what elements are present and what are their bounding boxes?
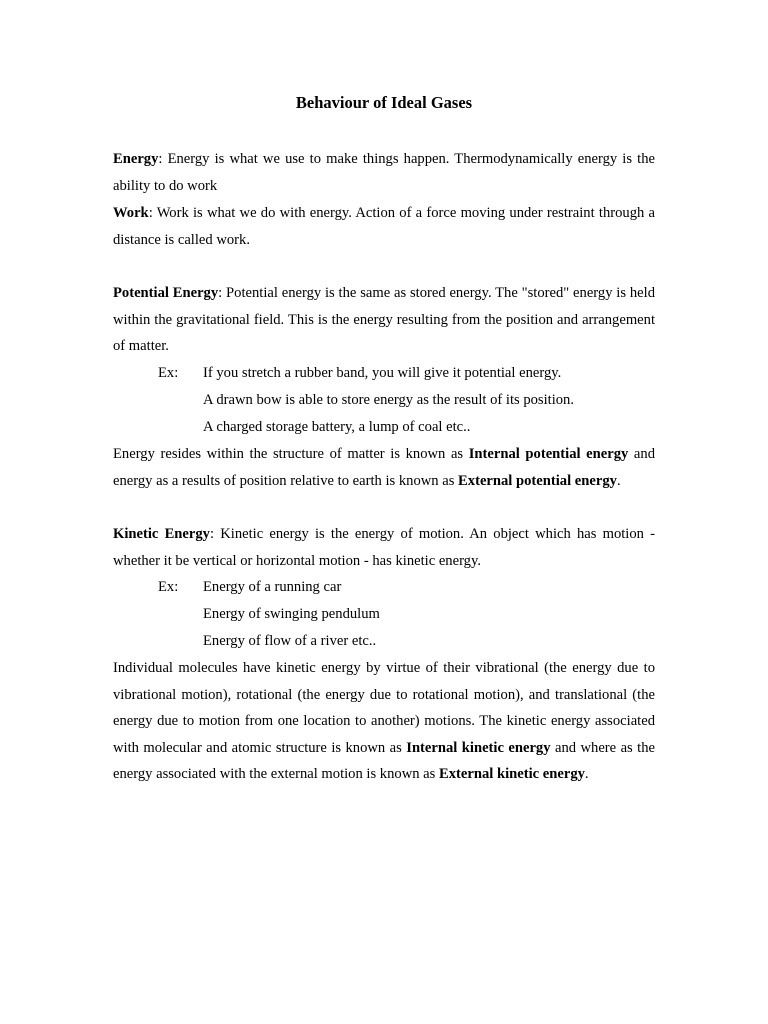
molecules-text: and where as the energy associated with the external motion is known as (113, 739, 655, 783)
example-text: Energy of a running car (203, 579, 342, 595)
resides-text: Energy resides within the structure of matter is known as (113, 446, 469, 462)
molecules-text: . (584, 766, 589, 783)
page-title: Behaviour of Ideal Gases (295, 93, 473, 112)
potential-energy-term: Potential Energy (113, 285, 219, 301)
example-text: Energy of swinging pendulum (203, 606, 380, 622)
work-definition (113, 200, 655, 253)
kinetic-energy-definition (113, 521, 655, 574)
potential-energy-definition (113, 280, 655, 360)
example-text: Energy of flow of a river etc.. (203, 633, 377, 649)
example-text: A drawn bow is able to store energy as the result of its position. (203, 392, 575, 408)
resides-text: . (616, 472, 621, 489)
potential-energy-resides (113, 441, 655, 494)
internal-potential-energy-term: Internal potential energy (468, 446, 629, 462)
work-term: Work (113, 205, 149, 221)
potential-energy-text: : Potential energy is the same as stored energy. The "stored" energy is held within the gravitational field. This is the energy resulting from the position and arrangement of matter. (113, 285, 655, 355)
energy-definition (113, 146, 655, 199)
kinetic-energy-text: : Kinetic energy is the energy of motion. An object which has motion - whether it be vertical or horizontal motion - has kinetic energy. (113, 526, 655, 569)
molecules-text: Individual molecules have kinetic energy by virtue of their vibrational (the energy due to vibrational motion), rotational (the energy due to rotational motion), and translational (the energy due to motion from one location to another) motions. The kinetic energy associated with molecular and atomic structure is known as (113, 660, 655, 756)
external-kinetic-energy-term: External kinetic energy (439, 766, 585, 783)
example-text: A charged storage battery, a lump of coal etc.. (203, 419, 471, 435)
example-label: Ex: (158, 365, 179, 381)
work-text: : Work is what we do with energy. Action of a force moving under restraint through a distance is called work. (113, 205, 655, 248)
energy-text: : Energy is what we use to make things happen. Thermodynamically energy is the ability to do work (113, 151, 655, 194)
internal-kinetic-energy-term: Internal kinetic energy (406, 739, 551, 756)
example-text: If you stretch a rubber band, you will give it potential energy. (203, 365, 562, 381)
resides-text: and energy as a results of position relative to earth is known as (113, 446, 655, 489)
external-potential-energy-term: External potential energy (458, 472, 617, 489)
energy-term: Energy (113, 151, 159, 167)
kinetic-energy-term: Kinetic Energy (113, 526, 210, 542)
example-label: Ex: (158, 579, 179, 595)
kinetic-energy-molecules (113, 655, 655, 788)
